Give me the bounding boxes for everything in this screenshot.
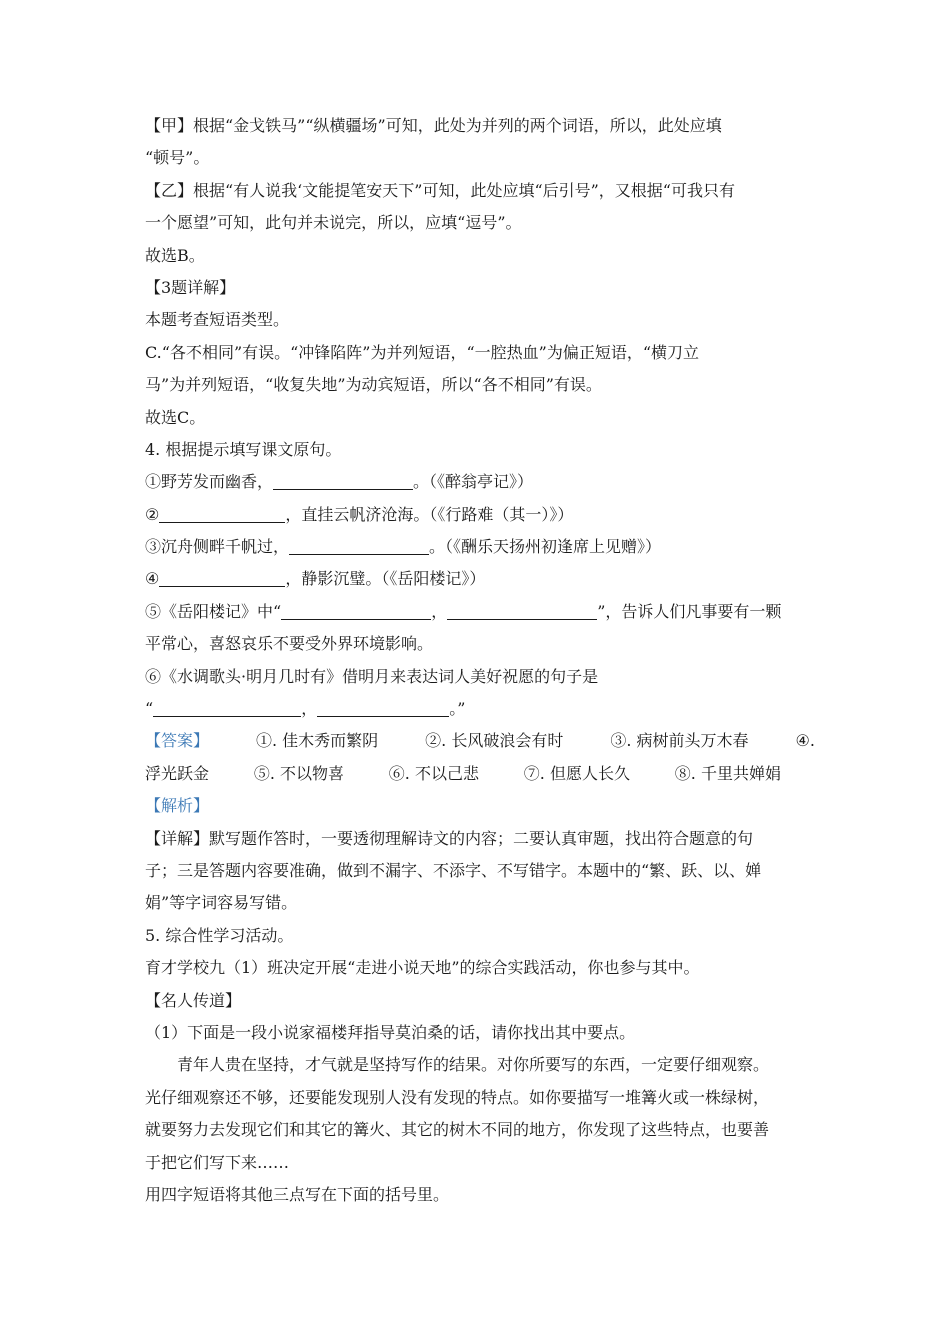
- answer-blank: [289, 534, 429, 555]
- answer-row: [145, 758, 815, 790]
- text-line: 平常心，喜怒哀乐不要受外界环境影响。: [145, 634, 434, 654]
- text-line: “顿号”。: [145, 148, 210, 168]
- quote-paragraph-line: 青年人贵在坚持，才气就是坚持写作的结果。对你所要写的东西，一定要仔细观察。: [177, 1055, 770, 1075]
- answer-item: ③. 病树前头万木春: [610, 731, 749, 751]
- text-line: 故选B。: [145, 245, 205, 265]
- text-line: 育才学校九（1）班决定开展“走进小说天地”的综合实践活动，你也参与其中。: [145, 958, 700, 978]
- text-line: 子；三是答题内容要准确，做到不漏字、不添字、不写错字。本题中的“繁、跃、以、婵: [145, 860, 762, 880]
- quote-paragraph-line: 就要努力去发现它们和其它的篝火、其它的树木不同的地方，你发现了这些特点，也要善: [145, 1120, 770, 1140]
- item-text: 。”: [449, 699, 466, 719]
- answer-tag: 【答案】: [145, 731, 210, 751]
- item-text: ⑤《岳阳楼记》中“: [145, 601, 282, 621]
- fill-blank-item: [145, 693, 815, 725]
- text-line: C.“各不相同”有误。“冲锋陷阵”为并列短语，“一腔热血”为偏正短语，“横刀立: [145, 342, 700, 362]
- question-title: 5. 综合性学习活动。: [145, 925, 294, 945]
- text-line: 一个愿望”可知，此句并未说完，所以，应填“逗号”。: [145, 213, 522, 233]
- answer-blank: [317, 696, 449, 717]
- answer-row: [145, 725, 815, 757]
- answer-item: ①. 佳木秀而繁阴: [256, 731, 379, 751]
- text-line: 故选C。: [145, 407, 206, 427]
- item-text: ②: [145, 504, 160, 524]
- answer-blank: [159, 566, 285, 587]
- text-line: 【乙】根据“有人说我‘文能提笔安天下”可知，此处应填“后引号”，又根据“可我只有: [145, 180, 735, 200]
- answer-blank: [159, 502, 285, 523]
- quote-paragraph-line: 于把它们写下来……: [145, 1152, 290, 1172]
- fill-blank-item: [145, 531, 815, 563]
- text-line: 【详解】默写题作答时，一要透彻理解诗文的内容；二要认真审题，找出符合题意的句: [145, 828, 754, 848]
- answer-blank: [273, 469, 413, 490]
- item-text: ”，告诉人们凡事要有一颗: [597, 601, 782, 621]
- fill-blank-item: [145, 596, 815, 628]
- section-heading: 【名人传道】: [145, 990, 242, 1010]
- text-line: 【甲】根据“金戈铁马”“纵横疆场”可知，此处为并列的两个词语，所以，此处应填: [145, 116, 722, 135]
- answer-item: ②. 长风破浪会有时: [425, 731, 564, 751]
- fill-blank-item: [145, 563, 815, 595]
- text-line: 马”为并列短语，“收复失地”为动宾短语，所以“各不相同”有误。: [145, 375, 602, 395]
- item-text: ③沉舟侧畔千帆过，: [145, 537, 290, 557]
- answer-item: 浮光跃金: [145, 763, 210, 783]
- answer-blank: [447, 599, 597, 620]
- item-text: ④: [145, 569, 160, 589]
- question-title: 4. 根据提示填写课文原句。: [145, 439, 342, 459]
- analysis-tag: 【解析】: [145, 796, 210, 816]
- text-line: 娟”等字词容易写错。: [145, 893, 298, 913]
- item-text: ，: [431, 601, 448, 621]
- answer-item: ⑥. 不以己悲: [388, 763, 479, 783]
- text-line: ⑥《水调歌头·明月几时有》借明月来表达词人美好祝愿的句子是: [145, 666, 599, 686]
- answer-item: ⑦. 但愿人长久: [523, 763, 630, 783]
- document-content: [145, 110, 815, 1211]
- answer-item: ④.: [795, 731, 815, 751]
- item-text: ，直挂云帆济沧海。（《行路难（其一）》）: [285, 504, 574, 524]
- item-text: 。（《醉翁亭记》）: [413, 472, 534, 492]
- answer-item: ⑧. 千里共婵娟: [674, 763, 781, 783]
- answer-item: ⑤. 不以物喜: [253, 763, 344, 783]
- fill-blank-item: [145, 499, 815, 531]
- quote-paragraph-line: 光仔细观察还不够，还要能发现别人没有发现的特点。如你要描写一堆篝火或一株绿树，: [145, 1087, 770, 1107]
- fill-blank-item: [145, 466, 815, 498]
- answer-blank: [153, 696, 301, 717]
- text-line: （1）下面是一段小说家福楼拜指导莫泊桑的话，请你找出其中要点。: [145, 1022, 636, 1042]
- item-text: ，: [301, 699, 318, 719]
- item-text: 。（《酬乐天扬州初逢席上见赠》）: [429, 537, 662, 557]
- text-line: 用四字短语将其他三点写在下面的括号里。: [145, 1184, 450, 1204]
- section-heading: 【3题详解】: [145, 277, 236, 297]
- item-text: ，静影沉璧。（《岳阳楼记》）: [285, 569, 486, 589]
- answer-blank: [281, 599, 431, 620]
- text-line: 本题考查短语类型。: [145, 310, 290, 330]
- item-text: “: [145, 699, 154, 719]
- item-text: ①野芳发而幽香，: [145, 472, 274, 492]
